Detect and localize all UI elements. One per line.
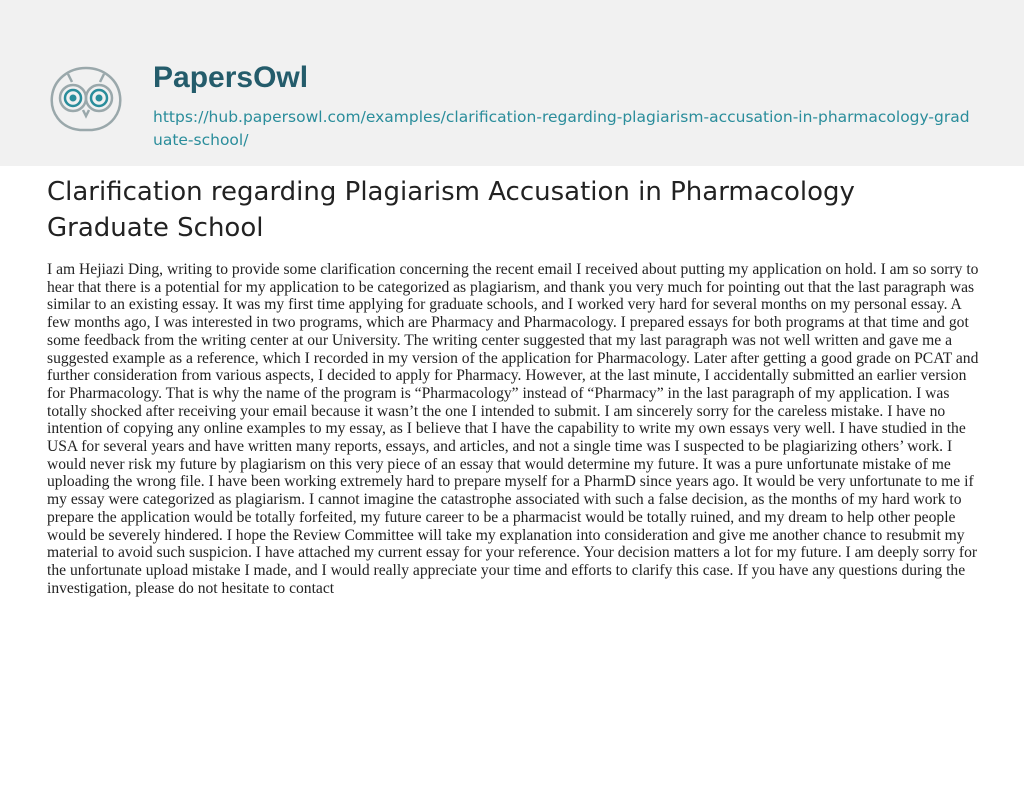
brand-name[interactable]: PapersOwl <box>153 61 309 94</box>
article-url-link[interactable]: https://hub.papersowl.com/examples/clarification-regarding-plagiarism-accusation-in-pharmacology-graduate-school/ <box>153 108 970 149</box>
page-title: Clarification regarding Plagiarism Accusation in Pharmacology Graduate School <box>47 177 855 243</box>
essay-body-text: I am Hejiazi Ding, writing to provide some clarification concerning the recent email I received about putting my application on hold. I am so sorry to hear that there is a potential for my application to be categorized as plagiarism, and thank you very much for pointing out that the last paragraph was similar to an existing essay. It was my first time applying for graduate schools, and I worked very hard for several months on my personal essay. A few months ago, I was interested in two programs, which are Pharmacy and Pharmacology. I prepared essays for both programs at that time and got some feedback from the writing center at our University. The writing center suggested that my last paragraph was not well written and gave me a suggested example as a reference, which I recorded in my version of the application for Pharmacology. Later after getting a good grade on PCAT and further consideration from various aspects, I decided to apply for Pharmacy. However, at the last minute, I accidentally submitted an earlier version for Pharmacology. That is why the name of the program is “Pharmacology” instead of “Pharmacy” in the last paragraph of my application. I was totally shocked after receiving your email because it wasn’t the one I intended to submit. I am sincerely sorry for the careless mistake. I have no intention of copying any online examples to my essay, as I believe that I have the capability to write my own essays very well. I have studied in the USA for several years and have written many reports, essays, and articles, and not a single time was I suspected to be plagiarizing others’ work. I would never risk my future by plagiarism on this very piece of an essay that would determine my future. It was a pure unfortunate mistake of me uploading the wrong file. I have been working extremely hard to prepare myself for a PharmD since years ago. It would be very unfortunate to me if my essay were categorized as plagiarism. I cannot imagine the catastrophe associated with such a false decision, as the months of my hard work to prepare the application would be totally forfeited, my future career to be a pharmacist would be totally ruined, and my dream to help other people would be severely hindered. I hope the Review Committee will take my explanation into consideration and give me another chance to resubmit my material to avoid such suspicion. I have attached my current essay for your reference. Your decision matters a lot for my future. I am deeply sorry for the unfortunate upload mistake I made, and I would really appreciate your time and efforts to clarify this case. If you have any questions during the investigation, please do not hesitate to contact <box>47 261 979 597</box>
owl-logo-icon[interactable] <box>46 66 126 132</box>
site-header <box>0 0 1024 166</box>
